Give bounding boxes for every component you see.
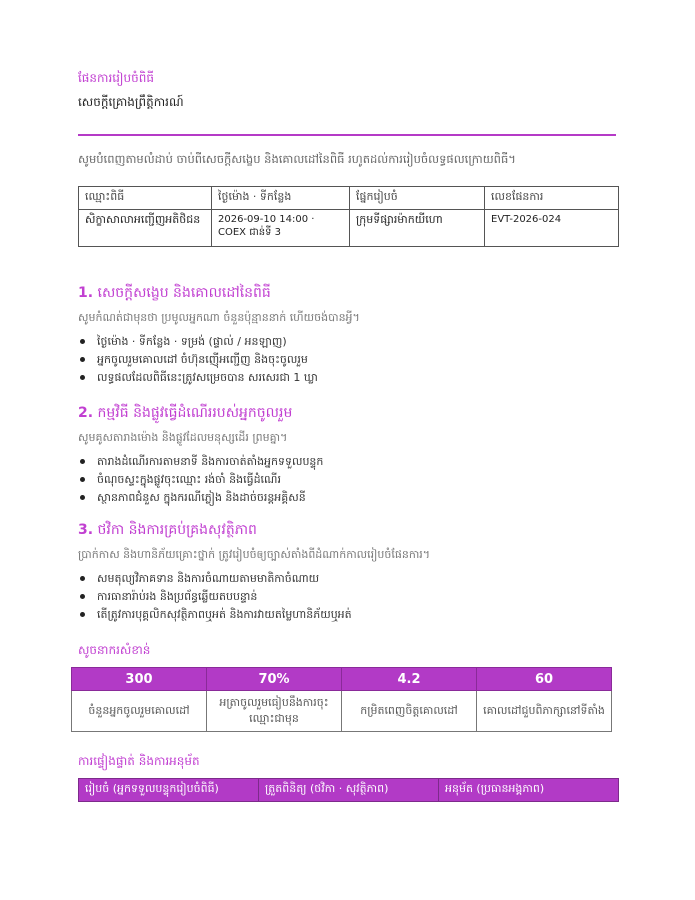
section-heading bbox=[78, 521, 618, 539]
kpi-labels-row bbox=[72, 691, 612, 732]
table-row bbox=[79, 210, 619, 247]
list-item-text: ការធានារ៉ាប់រង និងប្រព័ន្ធឆ្លើយតបបន្ទាន់ bbox=[97, 590, 258, 603]
bullet-icon bbox=[80, 459, 85, 464]
section-heading bbox=[78, 284, 618, 302]
section-program-flow bbox=[78, 404, 618, 508]
approval-table bbox=[78, 778, 619, 802]
list-item-text: តារាងដំណើរការតាមនាទី និងការចាត់តាំងអ្នកទទួលបន្ទុក bbox=[97, 455, 324, 468]
list-item bbox=[78, 571, 618, 587]
kpi-heading: សូចនាករសំខាន់ bbox=[78, 643, 151, 657]
event-name-cell: សិក្ខាសាលាអញ្ជើញអតិថិជន bbox=[79, 210, 212, 247]
section-summary-goals bbox=[78, 284, 618, 388]
section-heading bbox=[78, 404, 618, 422]
approval-row bbox=[79, 779, 619, 802]
column-header-organizer: ផ្នែករៀបចំ bbox=[350, 187, 485, 210]
bullet-icon bbox=[80, 594, 85, 599]
bullet-list bbox=[78, 334, 618, 386]
bullet-icon bbox=[80, 357, 85, 362]
organizer-cell: ក្រុមទីផ្សារម៉ាកយីហោ bbox=[350, 210, 485, 247]
event-info-table bbox=[78, 186, 619, 247]
section-budget-safety bbox=[78, 521, 618, 625]
list-item-text: ថ្ងៃម៉ោង · ទីកន្លែង · ទម្រង់ (ផ្ទាល់ / អនឡាញ) bbox=[97, 335, 287, 348]
kpi-label: អត្រាចូលរួមធៀបនឹងការចុះឈ្មោះជាមុន bbox=[207, 691, 342, 732]
approval-approve-cell: អនុម័ត (ប្រធានអង្គភាព) bbox=[439, 779, 619, 802]
table-header-row bbox=[79, 187, 619, 210]
bullet-icon bbox=[80, 576, 85, 581]
list-item bbox=[78, 472, 618, 488]
list-item bbox=[78, 334, 618, 350]
kpi-label: កម្រិតពេញចិត្តគោលដៅ bbox=[342, 691, 477, 732]
header-divider bbox=[78, 134, 616, 136]
section-number: 2. bbox=[78, 405, 94, 421]
section-title: ថវិកា និងការគ្រប់គ្រងសុវត្ថិភាព bbox=[97, 522, 257, 538]
bullet-icon bbox=[80, 477, 85, 482]
approval-prepare-cell: រៀបចំ (អ្នកទទួលបន្ទុករៀបចំពិធី) bbox=[79, 779, 259, 802]
approval-heading: ការផ្ទៀងផ្ទាត់ និងការអនុម័ត bbox=[78, 754, 200, 768]
document-kicker: ផែនការរៀបចំពិធី bbox=[78, 71, 154, 85]
column-header-datetime-venue: ថ្ងៃម៉ោង · ទីកន្លែង bbox=[212, 187, 350, 210]
plan-number-cell: EVT-2026-024 bbox=[485, 210, 619, 247]
section-lead: សូមគូសតារាងម៉ោង និងផ្លូវដែលមនុស្សដើរ ព្រមគ្នា។ bbox=[78, 431, 288, 444]
list-item-text: លទ្ធផលដែលពិធីនេះត្រូវសម្រេចបាន សរសេរជា 1 ឃ្លា bbox=[97, 371, 318, 384]
kpi-table bbox=[71, 667, 612, 732]
section-number: 3. bbox=[78, 522, 94, 538]
list-item-text: ស្ថានភាពជំនួស ក្នុងករណីភ្លៀង និងដាច់ចរន្តអគ្គិសនី bbox=[97, 491, 306, 504]
list-item bbox=[78, 607, 618, 623]
section-title: សេចក្តីសង្ខេប និងគោលដៅនៃពិធី bbox=[97, 285, 271, 301]
list-item-text: សមតុល្យវិភាគទាន និងការចំណាយតាមមាតិកាចំណាយ bbox=[97, 572, 320, 585]
bullet-icon bbox=[80, 375, 85, 380]
list-item bbox=[78, 589, 618, 605]
approval-review-cell: ត្រួតពិនិត្យ (ថវិកា · សុវត្ថិភាព) bbox=[259, 779, 439, 802]
kpi-value: 300 bbox=[72, 668, 207, 691]
bullet-list bbox=[78, 454, 618, 506]
datetime-venue-cell: 2026-09-10 14:00 · COEX ជាន់ទី 3 bbox=[212, 210, 350, 247]
list-item-text: ចំណុចស្ទះក្នុងផ្លូវចុះឈ្មោះ រង់ចាំ និងធ្វើដំណើរ bbox=[97, 473, 281, 486]
document-title: សេចក្តីគ្រោងព្រឹត្តិការណ៍ bbox=[78, 95, 184, 109]
column-header-event-name: ឈ្មោះពិធី bbox=[79, 187, 212, 210]
kpi-value: 60 bbox=[477, 668, 612, 691]
section-number: 1. bbox=[78, 285, 94, 301]
kpi-value: 70% bbox=[207, 668, 342, 691]
intro-text: សូមបំពេញតាមលំដាប់ ចាប់ពីសេចក្តីសង្ខេប និងគោលដៅនៃពិធី រហូតដល់ការរៀបចំលទ្ធផលក្រោយពិធី។ bbox=[78, 152, 516, 166]
list-item bbox=[78, 370, 618, 386]
bullet-icon bbox=[80, 612, 85, 617]
kpi-label: ចំនួនអ្នកចូលរួមគោលដៅ bbox=[72, 691, 207, 732]
list-item bbox=[78, 352, 618, 368]
section-lead: ប្រាក់កាស និងហានិភ័យគ្រោះថ្នាក់ ត្រូវរៀបចំឲ្យច្បាស់តាំងពីដំណាក់កាលរៀបចំផែនការ។ bbox=[78, 548, 431, 561]
list-item-text: តើត្រូវការបុគ្គលិកសុវត្ថិភាពឬអត់ និងការវាយតម្លៃហានិភ័យឬអត់ bbox=[97, 608, 352, 621]
kpi-values-row bbox=[72, 668, 612, 691]
list-item-text: អ្នកចូលរួមគោលដៅ ចំហ៊ុនញ៉ើអញ្ជើញ និងចុះចូលរួម bbox=[97, 353, 308, 366]
section-title: កម្មវិធី និងផ្លូវធ្វើដំណើររបស់អ្នកចូលរួម bbox=[97, 405, 293, 421]
list-item bbox=[78, 454, 618, 470]
bullet-list bbox=[78, 571, 618, 623]
kpi-value: 4.2 bbox=[342, 668, 477, 691]
bullet-icon bbox=[80, 339, 85, 344]
bullet-icon bbox=[80, 495, 85, 500]
section-lead: សូមកំណត់ជាមុនថា ប្រមូលអ្នកណា ចំនួនប៉ុន្មាននាក់ ហើយចង់បានអ្វី។ bbox=[78, 311, 360, 324]
list-item bbox=[78, 490, 618, 506]
column-header-plan-number: លេខផែនការ bbox=[485, 187, 619, 210]
kpi-label: គោលដៅជួបពិភាក្សានៅទីតាំង bbox=[477, 691, 612, 732]
